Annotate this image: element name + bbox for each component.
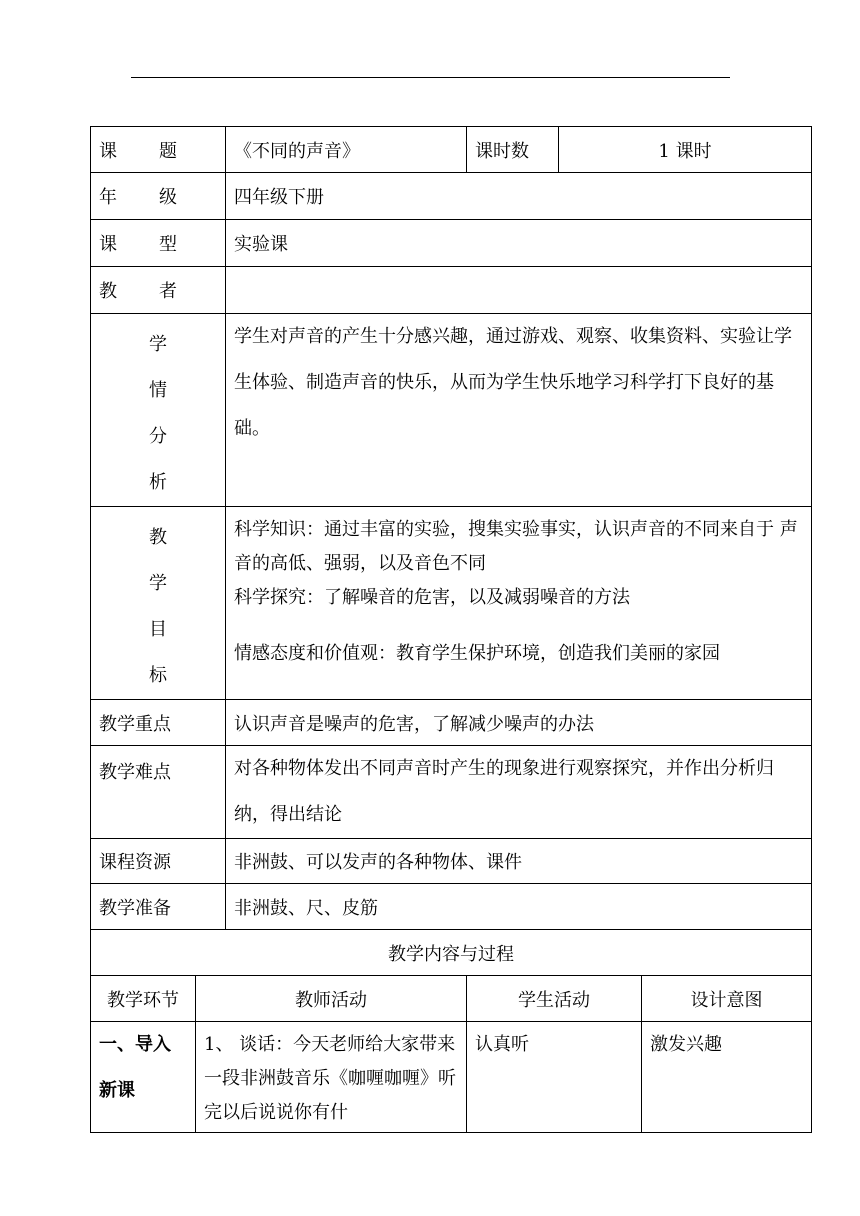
row-process-title [91, 930, 812, 976]
grade-label: 年 级 [91, 173, 226, 220]
col-header-stage: 教学环节 [91, 976, 196, 1022]
row-analysis [91, 314, 812, 507]
col-header-teacher: 教师活动 [196, 976, 467, 1022]
row-resources [91, 839, 812, 884]
goal-attitude: 情感态度和价值观：教育学生保护环境，创造我们美丽的家园 [234, 643, 720, 664]
key-point-value: 认识声音是噪声的危害，了解减少噪声的办法 [226, 700, 812, 746]
row-key-point [91, 700, 812, 746]
row-goals [91, 507, 812, 700]
row-process-header [91, 976, 812, 1022]
resources-label: 课程资源 [91, 839, 226, 884]
header-rule [131, 77, 730, 78]
preparation-label: 教学准备 [91, 884, 226, 930]
row-stage-1 [91, 1022, 812, 1133]
type-label: 课 型 [91, 220, 226, 267]
type-value: 实验课 [226, 220, 812, 267]
stage-1-label: 一、导入新课 [91, 1022, 196, 1133]
resources-value: 非洲鼓、可以发声的各种物体、课件 [226, 839, 812, 884]
grade-value: 四年级下册 [226, 173, 812, 220]
analysis-text: 学生对声音的产生十分感兴趣，通过游戏、观察、收集资料、实验让学生体验、制造声音的快乐，从而为学生快乐地学习科学打下良好的基础。 [226, 314, 812, 507]
topic-value: 《不同的声音》 [226, 127, 467, 173]
row-topic [91, 127, 812, 173]
key-point-label: 教学重点 [91, 700, 226, 746]
row-preparation [91, 884, 812, 930]
preparation-value: 非洲鼓、尺、皮筋 [226, 884, 812, 930]
analysis-label: 学 情 分 析 [91, 314, 226, 507]
topic-label: 课 题 [91, 127, 226, 173]
row-grade [91, 173, 812, 220]
teacher-label: 教 者 [91, 267, 226, 314]
goals-text [226, 507, 812, 700]
row-type [91, 220, 812, 267]
teacher-value [226, 267, 812, 314]
row-difficulty [91, 746, 812, 839]
hours-value: 1 课时 [559, 127, 812, 173]
goal-inquiry: 科学探究：了解噪音的危害，以及减弱噪音的方法 [234, 587, 630, 608]
col-header-student: 学生活动 [467, 976, 642, 1022]
goals-label: 教 学 目 标 [91, 507, 226, 700]
stage-1-teacher: 1、 谈话：今天老师给大家带来一段非洲鼓音乐《咖喱咖喱》听完以后说说你有什 [196, 1022, 467, 1133]
goal-knowledge: 科学知识：通过丰富的实验，搜集实验事实，认识声音的不同来自于 声音的高低、强弱，以及音色不同 [234, 519, 798, 574]
difficulty-label: 教学难点 [91, 746, 226, 839]
lesson-plan-table [90, 126, 812, 1133]
row-teacher [91, 267, 812, 314]
stage-1-student: 认真听 [467, 1022, 642, 1133]
difficulty-value: 对各种物体发出不同声音时产生的现象进行观察探究，并作出分析归纳，得出结论 [226, 746, 812, 839]
process-title: 教学内容与过程 [91, 930, 812, 976]
hours-label: 课时数 [467, 127, 559, 173]
col-header-intent: 设计意图 [642, 976, 812, 1022]
stage-1-intent: 激发兴趣 [642, 1022, 812, 1133]
